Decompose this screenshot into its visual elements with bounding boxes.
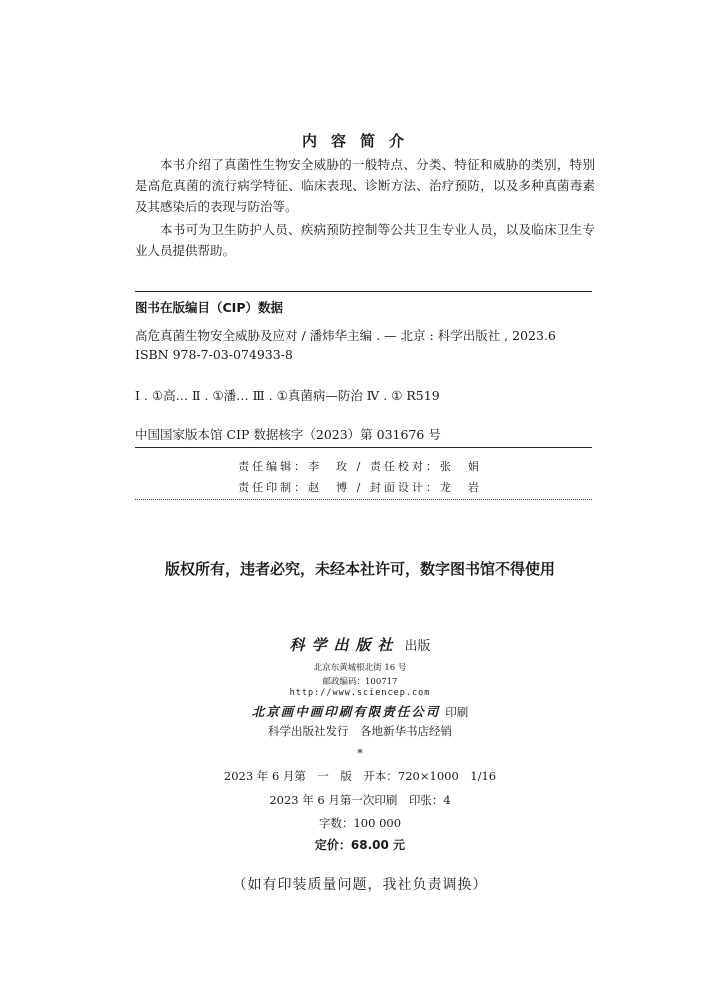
printer-name: 北京画中画印刷有限责任公司 (251, 704, 441, 719)
price: 定价：68.00 元 (314, 838, 406, 852)
copyright-notice: 版权所有，违者必究，未经本社许可，数字图书馆不得使用 (164, 560, 555, 578)
cip-bottom-rule (135, 447, 592, 448)
summary-paragraph-1: 本书介绍了真菌性生物安全威胁的一般特点、分类、特征和威胁的类别，特别是高危真菌的流行病学特征、临床表现、诊断方法、治疗预防，以及多种真菌毒素及其感染后的表现与防治等。 (135, 157, 595, 214)
cip-isbn: ISBN 978-7-03-074933-8 (135, 347, 293, 362)
summary-title: 内容简介 (301, 132, 418, 150)
summary-body (135, 154, 595, 261)
printing-line: 2023 年 6 月第一次印刷 印张：4 (269, 793, 451, 807)
printer-suffix: 印刷 (445, 705, 469, 719)
cip-record: 高危真菌生物安全威胁及应对 / 潘炜华主编 . — 北京 : 科学出版社 , 2023.6 (135, 328, 556, 343)
publisher-name: 科学出版社 (289, 636, 400, 654)
distribution-line: 科学出版社发行 各地新华书店经销 (268, 724, 452, 738)
credits-dotted-rule (135, 499, 592, 500)
credits-production: 责任印制：赵 博 / 封面设计：龙 岩 (238, 481, 482, 494)
publisher-suffix: 出版 (404, 639, 431, 654)
cip-number: 中国国家版本馆 CIP 数据核字（2023）第 031676 号 (135, 427, 441, 442)
summary-paragraph-2: 本书可为卫生防护人员、疾病预防控制等公共卫生专业人员，以及临床卫生专业人员提供帮助。 (135, 222, 595, 258)
cip-heading: 图书在版编目（CIP）数据 (135, 300, 283, 315)
credits-editors: 责任编辑：李 玫 / 责任校对：张 娟 (238, 460, 482, 473)
publisher-postcode: 邮政编码：100717 (322, 677, 398, 687)
cip-top-rule (135, 291, 592, 292)
word-count: 字数：100 000 (318, 816, 402, 830)
printer-line (0, 701, 720, 720)
publisher-url: http://www.sciencep.com (289, 688, 431, 698)
publisher-line (0, 634, 720, 655)
separator-mark: * (357, 746, 363, 760)
quality-note: （如有印装质量问题，我社负责调换） (232, 877, 488, 893)
cip-classification: Ⅰ . ①高… Ⅱ . ①潘… Ⅲ . ①真菌病—防治 Ⅳ . ① R519 (135, 388, 440, 403)
publisher-address: 北京东黄城根北街 16 号 (313, 663, 407, 673)
edition-line: 2023 年 6 月第 一 版 开本：720×1000 1/16 (223, 769, 497, 783)
